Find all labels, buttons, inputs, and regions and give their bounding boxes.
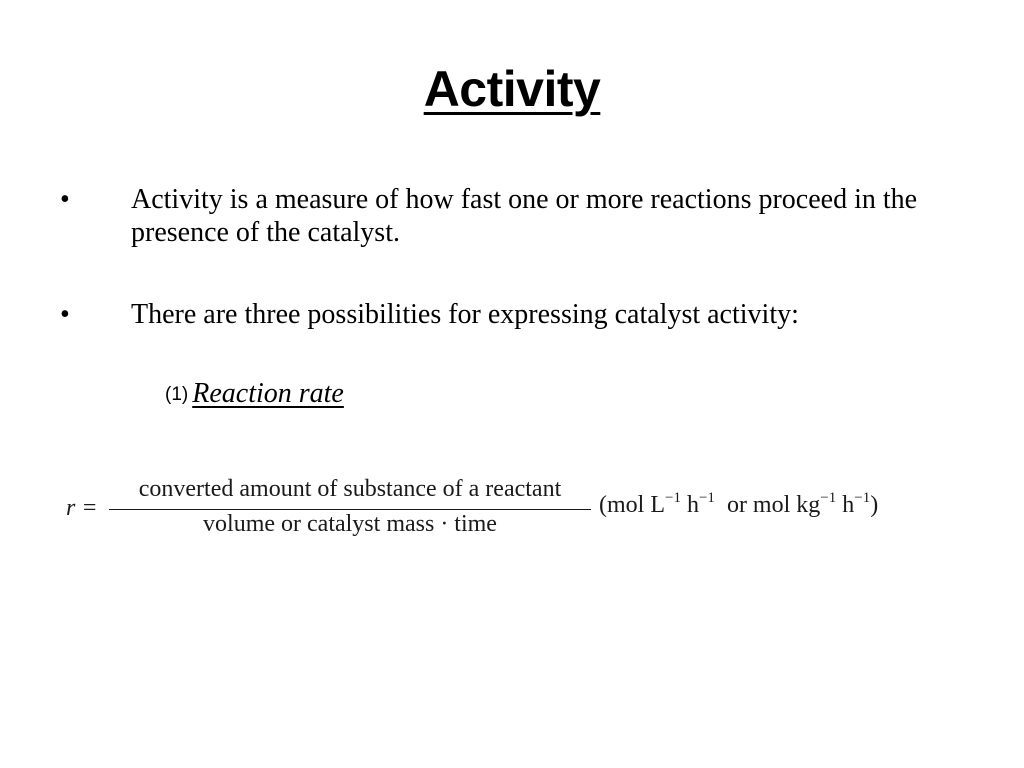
fraction-bar — [109, 509, 591, 510]
slide-title: Activity — [423, 61, 601, 117]
units-close: ) — [870, 492, 879, 518]
units-exponent: −1 — [698, 490, 715, 506]
formula-lhs: r = — [66, 495, 98, 521]
bullet-marker: • — [60, 184, 70, 215]
subitem-number: (1) — [165, 384, 189, 405]
units-or: or mol kg — [714, 492, 821, 518]
bullet-marker: • — [60, 299, 70, 330]
bullet-text: There are three possibilities for expressing catalyst activity: — [131, 299, 799, 330]
subitem-reaction-rate — [165, 378, 344, 410]
units-hour: h — [680, 492, 699, 518]
units-exponent: −1 — [665, 490, 681, 506]
units-exponent: −1 — [854, 490, 871, 506]
units-hour: h — [836, 492, 855, 518]
formula-numerator: converted amount of substance of a reactant — [138, 476, 562, 502]
subitem-label: Reaction rate — [192, 378, 344, 409]
bullet-text: Activity is a measure of how fast one or more reactions proceed in the presence of the catalyst. — [131, 184, 918, 248]
units-exponent: −1 — [820, 490, 837, 506]
units-open: (mol L — [599, 492, 665, 518]
formula-denominator: volume or catalyst mass · time — [203, 511, 497, 537]
formula-units — [599, 492, 878, 519]
